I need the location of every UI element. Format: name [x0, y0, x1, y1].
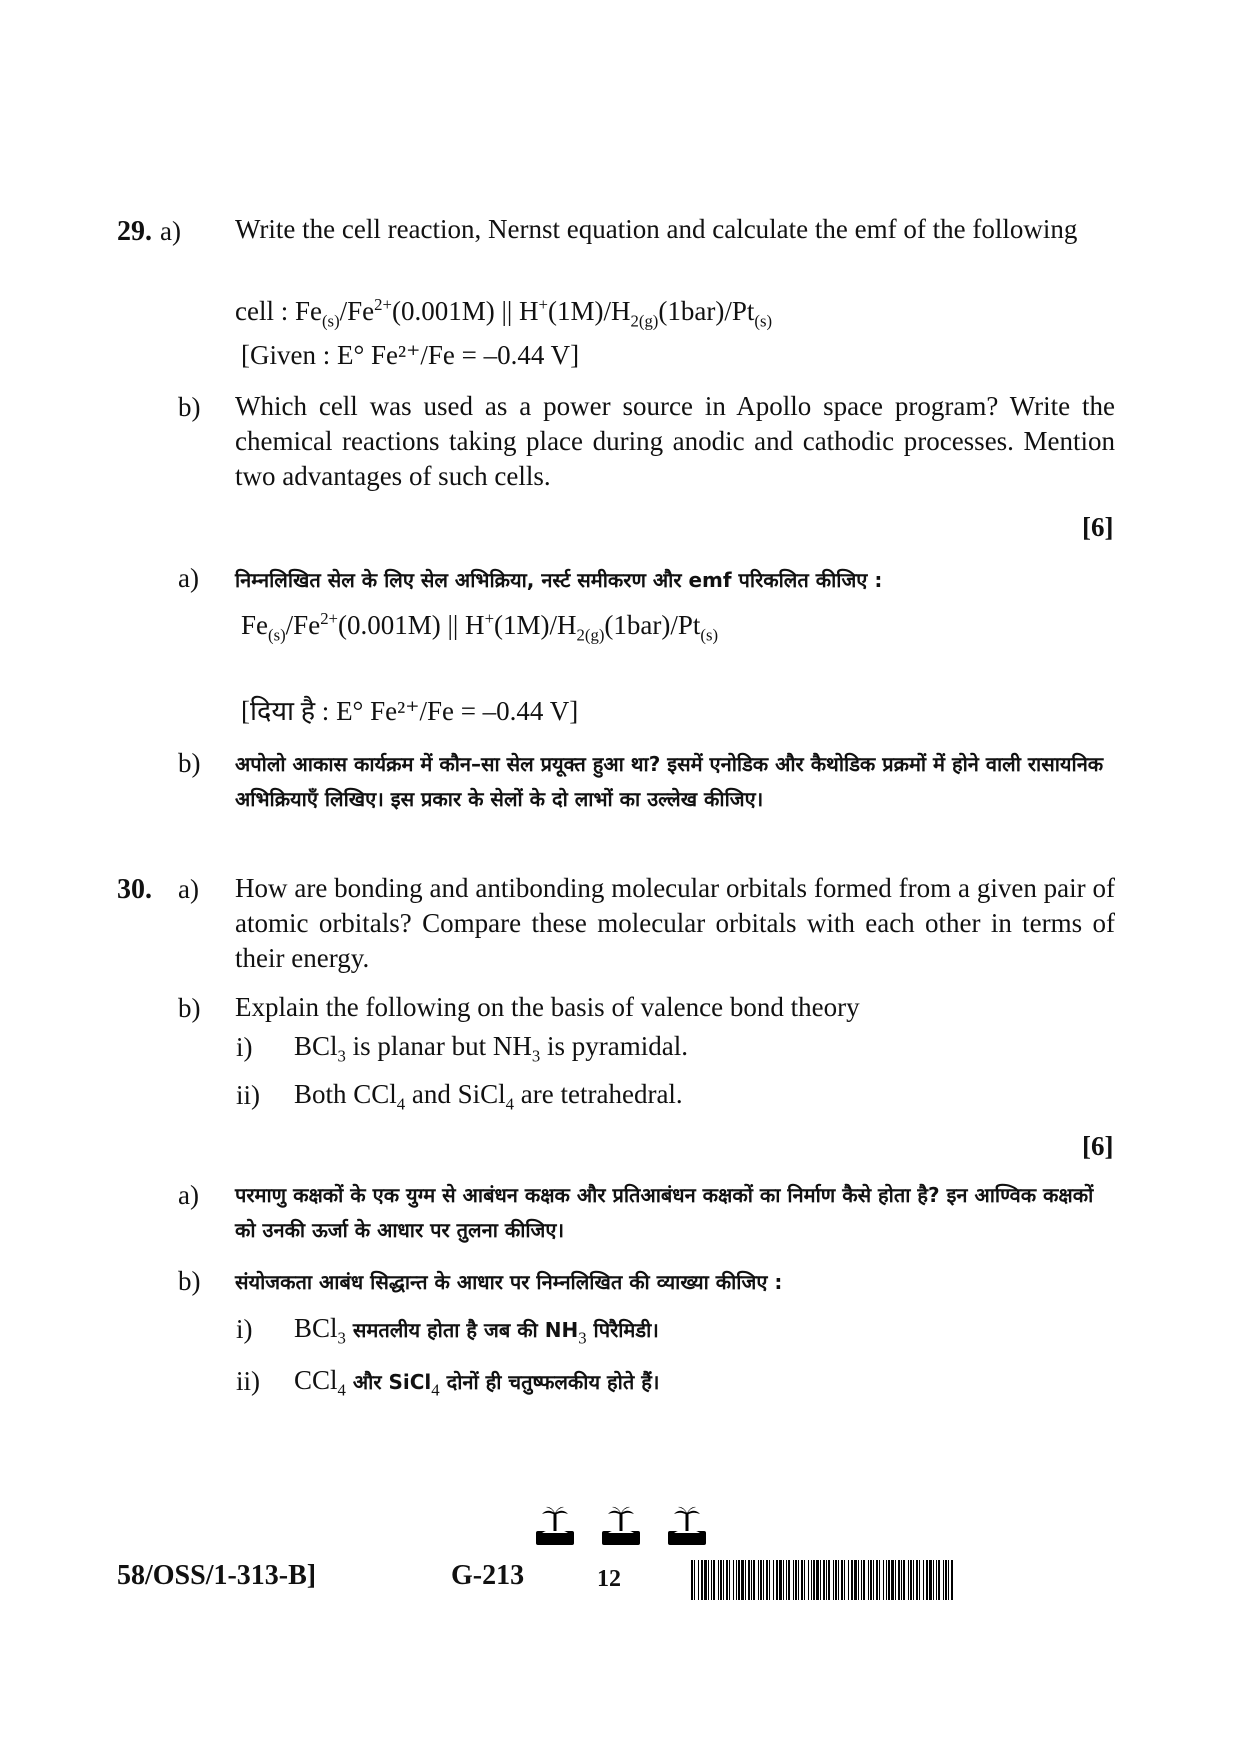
part-label: b) — [178, 392, 201, 422]
part-label: a) — [178, 563, 199, 593]
palm-tree-island-icon — [534, 1505, 576, 1547]
hindi-subpart-text: CCl$_4$ और SiCl$_4$ दोनों ही चतुष्फलकीय होते हैं। — [294, 1365, 660, 1400]
subpart-label: i) — [236, 1314, 253, 1344]
logo-group — [534, 1505, 708, 1547]
subpart-text: BCl$_3$ is planar but $NH_3$ is pyramidal. — [294, 1031, 688, 1066]
hindi-question-text: परमाणु कक्षकों के एक युग्म से आबंधन कक्षक और प्रतिआबंधन कक्षकों का निर्माण कैसे होता है? इन आण्विक कक्षकों को उनकी ऊर्जा के आधार पर तुलना कीजिए। — [235, 1183, 1094, 1242]
cell-formula: $Fe_{(s)}/Fe^{2+}(0.001M)$ || $H^+(1M)/H_{2(g)}(1bar)/Pt_{(s)}$ — [294, 295, 773, 331]
paper-code: 58/OSS/1-313-B] — [117, 1560, 317, 1591]
palm-tree-island-icon — [600, 1505, 642, 1547]
palm-tree-island-icon — [666, 1505, 708, 1547]
subpart-label: ii) — [236, 1080, 260, 1110]
given-value-hindi: [दिया है : E° Fe²⁺/Fe = –0.44 V] — [241, 696, 579, 726]
series-code: G-213 — [451, 1560, 525, 1591]
marks: [6] — [1082, 1131, 1114, 1161]
page-number: 12 — [597, 1566, 621, 1592]
marks: [6] — [1082, 512, 1114, 542]
question-text: Which cell was used as a power source in Apollo space program? Write the chemical reactions taking place during anodic and cathodic processes. Mention two advantages of such cells. — [235, 391, 1115, 491]
part-label: a) — [178, 874, 199, 904]
given-value: [Given : E° Fe²⁺/Fe = –0.44 V] — [241, 340, 580, 370]
hindi-question-text: निम्नलिखित सेल के लिए सेल अभिक्रिया, नर्स्ट समीकरण और emf परिकलित कीजिए : — [235, 568, 883, 592]
question-text: Explain the following on the basis of valence bond theory — [235, 992, 860, 1022]
part-label: b) — [178, 1266, 201, 1296]
part-label: b) — [178, 993, 201, 1023]
cell-prefix: cell : — [235, 296, 289, 326]
barcode-icon — [691, 1560, 958, 1600]
hindi-question-text: संयोजकता आबंध सिद्धान्त के आधार पर निम्नलिखित की व्याख्या कीजिए : — [235, 1270, 783, 1294]
cell-formula-hindi: $Fe_{(s)}/Fe^{2+}(0.001M)$ || $H^+(1M)/H_{2(g)}(1bar)/Pt_{(s)}$ — [241, 609, 719, 645]
question-text: Write the cell reaction, Nernst equation and calculate the emf of the following — [235, 214, 1078, 244]
part-label: a) — [178, 1180, 199, 1210]
subpart-label: i) — [236, 1032, 253, 1062]
hindi-question-text: अपोलो आकास कार्यक्रम में कौन–सा सेल प्रयूक्त हुआ था? इसमें एनोडिक और कैथोडिक प्रक्रमों में होने वाली रासायनिक अभिक्रियाएँ लिखिए। इस प्रकार के सेलों के दो लाभों का उल्लेख कीजिए। — [235, 752, 1104, 811]
hindi-subpart-text: BCl$_3$ समतलीय होता है जब की $NH_3$ पिरैमिडी। — [294, 1313, 659, 1348]
subpart-label: ii) — [236, 1366, 260, 1396]
part-label: a) — [160, 216, 181, 246]
question-number: 29. — [117, 216, 152, 247]
cell-notation — [235, 294, 772, 329]
question-number: 30. — [117, 874, 152, 905]
question-text: How are bonding and antibonding molecular orbitals formed from a given pair of atomic orbitals? Compare these molecular orbitals with each other in terms of their energy. — [235, 873, 1115, 973]
part-label: b) — [178, 748, 201, 778]
subpart-text: Both CCl$_4$ and SiCl$_4$ are tetrahedral. — [294, 1079, 683, 1114]
